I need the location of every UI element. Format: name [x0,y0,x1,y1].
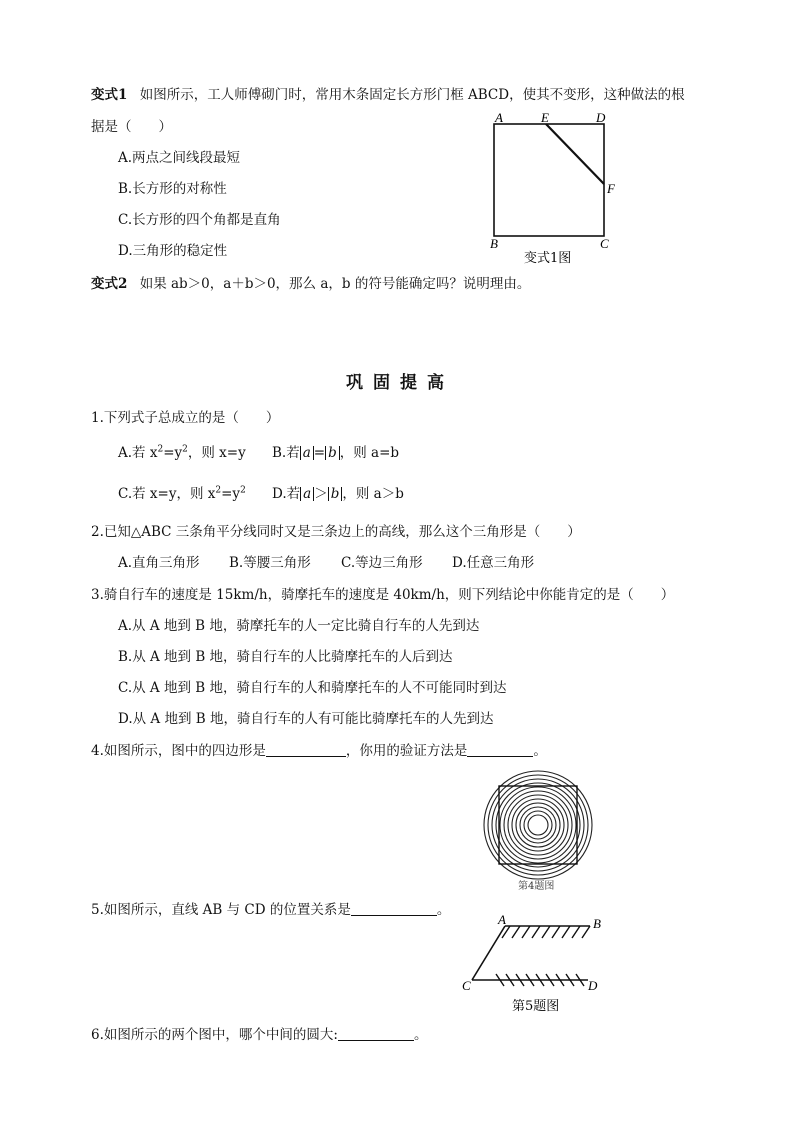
q1-d-gt: ＞ [314,486,328,502]
q5-blank[interactable] [351,902,437,916]
section-title: 巩固提高 [346,373,454,393]
brace-line-ef [546,124,604,184]
variant1-option-b: B.长方形的对称性 [118,181,227,197]
variant2-text: 如果 ab＞0，a＋b＞0，那么 a，b 的符号能确定吗？说明理由。 [139,276,531,292]
q1-a-mid: =y [163,445,183,461]
q5-figure [460,912,610,1016]
q4-blank-1[interactable] [266,743,346,757]
q1-d-abs-a: a [300,487,314,501]
q4-blank-2[interactable] [467,743,533,757]
q4-figure-caption: 第4题图 [518,881,555,892]
q3-option-d: D.从 A 地到 B 地，骑自行车的人有可能比骑摩托车的人先到达 [118,711,494,727]
q1-b-abs-b: b [325,446,340,460]
q5-point-b: B [593,916,601,931]
q4-line [91,739,547,759]
q1-b-abs-a: a [300,446,314,460]
q2-option-a: A.直角三角形 [118,555,200,571]
q5-hatch-bottom [496,974,584,986]
variant1-figure-caption: 变式1图 [524,251,572,266]
q5-point-d: D [588,978,598,993]
q1-a-text: A.若 x [118,445,158,461]
variant2-label: 变式2 [91,276,128,292]
q1-option-d [272,482,404,502]
q5-line-ac [472,926,505,980]
q1-b-text: B.若 [272,445,300,461]
q1-a-exp2: 2 [182,444,188,455]
q5-text-2: 。 [436,902,451,918]
q2-option-b: B.等腰三角形 [229,555,311,571]
q5-line [91,898,450,918]
q6-line [91,1023,427,1043]
q1-d-post: ，则 a＞b [342,486,404,502]
q1-d-text: D.若 [272,486,301,502]
q2-stem: 2.已知△ABC 三条角平分线同时又是三条边上的高线，那么这个三角形是（ ） [91,524,581,540]
q5-point-a: A [498,912,506,927]
q6-text-1: 6.如图所示的两个图中，哪个中间的圆大: [91,1027,338,1043]
q6-text-2: 。 [413,1027,428,1043]
q1-option-a [118,441,246,461]
door-frame-rect [494,124,604,236]
variant1-option-c: C.长方形的四个角都是直角 [118,212,281,228]
variant1-option-d: D.三角形的稳定性 [118,243,228,259]
variant1-text: 如图所示，工人师傅砌门时，常用木条固定长方形门框 ABCD，使其不变形，这种做法的根 [139,87,685,103]
point-label-a: A [495,112,503,125]
point-label-c: C [600,236,609,251]
q1-option-b [272,441,399,461]
variant1-line1 [91,83,685,103]
q1-option-c [118,482,246,502]
q1-b-eq: = [313,445,326,461]
q1-c-mid: =y [221,486,241,502]
q4-square [499,786,577,864]
variant1-option-a: A.两点之间线段最短 [118,150,241,166]
point-label-e: E [541,112,549,125]
point-label-f: F [607,181,615,196]
variant1-line2: 据是（ ） [91,119,172,135]
q3-option-b: B.从 A 地到 B 地，骑自行车的人比骑摩托车的人后到达 [118,649,453,665]
variant1-label: 变式1 [91,87,128,103]
q1-a-post: ，则 x=y [187,445,246,461]
q3-option-a: A.从 A 地到 B 地，骑摩托车的人一定比骑自行车的人先到达 [118,618,480,634]
q1-c-exp1: 2 [215,485,222,496]
q4-text-2: ，你用的验证方法是 [345,743,468,759]
q1-stem: 1.下列式子总成立的是（ ） [91,410,280,426]
q6-blank[interactable] [338,1027,414,1041]
q4-text-3: 。 [533,743,547,759]
q5-figure-caption: 第5题图 [512,999,560,1014]
point-label-b: B [490,236,498,251]
q2-option-d: D.任意三角形 [452,555,535,571]
q3-option-c: C.从 A 地到 B 地，骑自行车的人和骑摩托车的人不可能同时到达 [118,680,507,696]
q1-c-exp2: 2 [240,485,246,496]
q1-c-text: C.若 x=y，则 x [118,486,216,502]
variant2-line [91,272,530,292]
q5-point-c: C [462,978,471,993]
q1-a-exp1: 2 [157,444,164,455]
q5-text-1: 5.如图所示，直线 AB 与 CD 的位置关系是 [91,902,351,918]
variant1-figure [486,112,622,268]
q4-text-1: 4.如图所示，图中的四边形是 [91,743,266,759]
q5-hatch-top [502,926,590,938]
q1-b-post: ，则 a=b [339,445,400,461]
q2-option-c: C.等边三角形 [341,555,423,571]
q3-stem: 3.骑自行车的速度是 15km/h，骑摩托车的速度是 40km/h，则下列结论中你能肯定的是（ ） [91,587,675,603]
q1-d-abs-b: b [328,487,343,501]
q4-figure [478,770,598,894]
point-label-d: D [596,112,606,125]
